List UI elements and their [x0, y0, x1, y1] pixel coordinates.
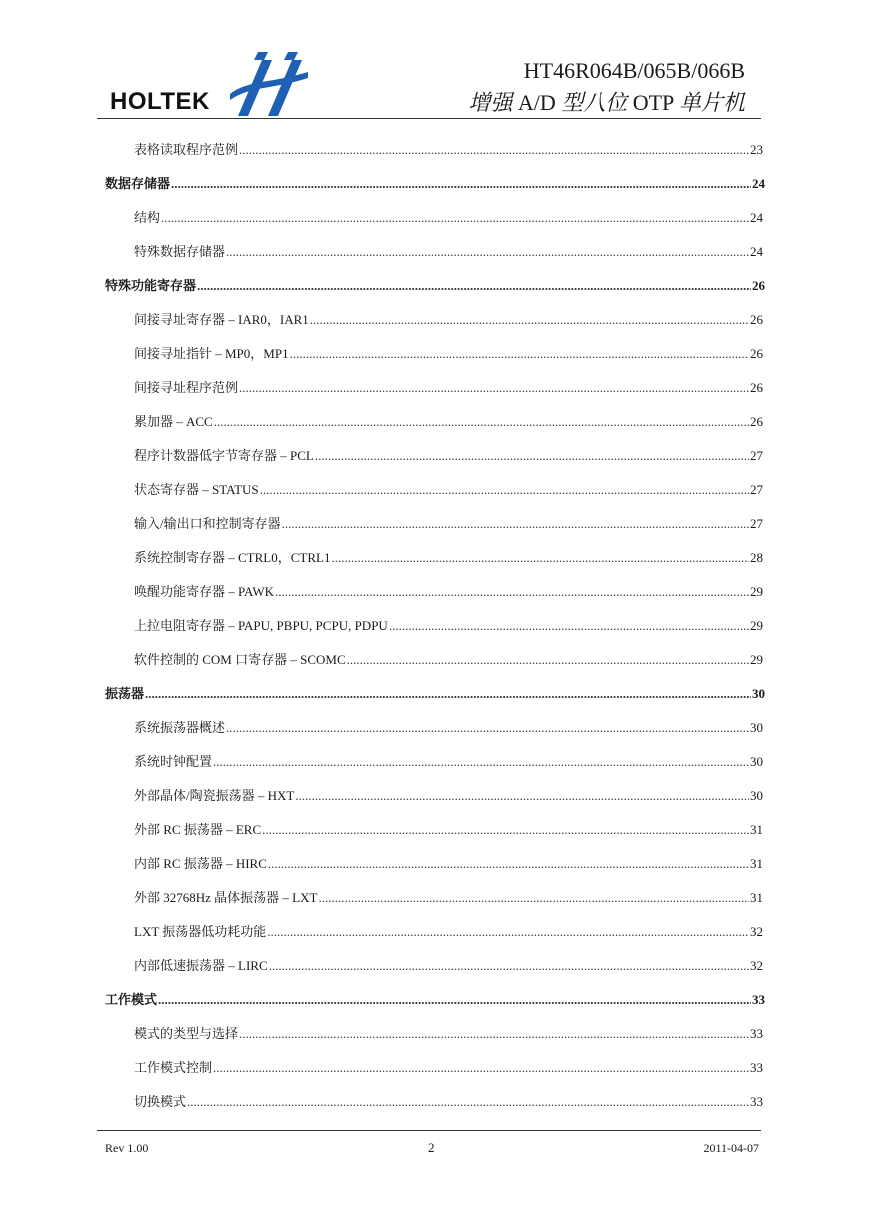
toc-dot-leader	[197, 278, 751, 294]
toc-dot-leader	[318, 890, 749, 906]
toc-dot-leader	[260, 482, 749, 498]
toc-dot-leader	[171, 176, 751, 192]
toc-section-entry[interactable]	[134, 414, 763, 430]
toc-dot-leader	[226, 720, 749, 736]
toc-dot-leader	[213, 1060, 749, 1076]
toc-section-entry[interactable]	[134, 482, 763, 498]
toc-entry-page: 30	[750, 720, 763, 735]
footer-page-number: 2	[428, 1140, 435, 1155]
toc-entry-title: 累加器 – ACC	[134, 414, 213, 429]
toc-section-entry[interactable]	[134, 550, 763, 566]
toc-dot-leader	[262, 822, 749, 838]
toc-section-entry[interactable]	[134, 890, 763, 906]
toc-dot-leader	[290, 346, 749, 362]
toc-entry-title: 外部 32768Hz 晶体振荡器 – LXT	[134, 890, 318, 905]
toc-entry-page: 27	[750, 482, 763, 497]
subtitle-ad: A/D	[512, 90, 562, 115]
toc-entry-page: 27	[750, 448, 763, 463]
toc-dot-leader	[161, 210, 749, 226]
toc-section-entry[interactable]	[134, 142, 763, 158]
toc-entry-page: 27	[750, 516, 763, 531]
toc-entry-page: 30	[750, 788, 763, 803]
toc-entry-page: 33	[750, 1060, 763, 1075]
toc-entry-page: 31	[750, 856, 763, 871]
toc-chapter-entry[interactable]	[105, 176, 765, 192]
toc-section-entry[interactable]	[134, 958, 763, 974]
footer-revision: Rev 1.00	[105, 1141, 149, 1155]
toc-dot-leader	[226, 244, 749, 260]
toc-entry-title: 数据存储器	[105, 176, 171, 191]
subtitle-mid: 型八位	[561, 90, 628, 115]
toc-section-entry[interactable]	[134, 720, 763, 736]
subtitle-prefix: 增强	[468, 90, 513, 115]
toc-entry-title: 系统控制寄存器 – CTRL0，CTRL1	[134, 550, 331, 565]
toc-entry-title: 切换模式	[134, 1094, 187, 1109]
toc-entry-title: 间接寻址程序范例	[134, 380, 239, 395]
toc-section-entry[interactable]	[134, 312, 763, 328]
toc-entry-page: 24	[750, 210, 763, 225]
toc-entry-page: 29	[750, 584, 763, 599]
toc-entry-page: 32	[750, 924, 763, 939]
toc-chapter-entry[interactable]	[105, 992, 765, 1008]
toc-chapter-entry[interactable]	[105, 278, 765, 294]
toc-entry-page: 30	[752, 686, 765, 701]
toc-entry-title: 外部晶体/陶瓷振荡器 – HXT	[134, 788, 295, 803]
toc-dot-leader	[347, 652, 749, 668]
toc-entry-page: 26	[750, 312, 763, 327]
toc-entry-page: 26	[750, 346, 763, 361]
toc-entry-title: 工作模式	[105, 992, 158, 1007]
toc-dot-leader	[268, 856, 749, 872]
toc-dot-leader	[187, 1094, 749, 1110]
toc-section-entry[interactable]	[134, 754, 763, 770]
toc-entry-page: 32	[750, 958, 763, 973]
toc-dot-leader	[315, 448, 749, 464]
toc-section-entry[interactable]	[134, 346, 763, 362]
logo-text: HOLTEK	[110, 88, 210, 115]
toc-entry-page: 26	[750, 380, 763, 395]
toc-section-entry[interactable]	[134, 516, 763, 532]
toc-entry-title: 输入/输出口和控制寄存器	[134, 516, 281, 531]
toc-entry-page: 30	[750, 754, 763, 769]
toc-section-entry[interactable]	[134, 1026, 763, 1042]
toc-entry-title: 上拉电阻寄存器 – PAPU, PBPU, PCPU, PDPU	[134, 618, 388, 633]
toc-dot-leader	[275, 584, 749, 600]
toc-entry-page: 26	[750, 414, 763, 429]
toc-section-entry[interactable]	[134, 1094, 763, 1110]
toc-dot-leader	[331, 550, 749, 566]
toc-entry-title: 状态寄存器 – STATUS	[134, 482, 259, 497]
toc-dot-leader	[213, 754, 749, 770]
toc-dot-leader	[158, 992, 751, 1008]
toc-entry-page: 24	[750, 244, 763, 259]
toc-dot-leader	[310, 312, 749, 328]
toc-entry-page: 33	[752, 992, 765, 1007]
toc-entry-title: 间接寻址指针 – MP0，MP1	[134, 346, 289, 361]
toc-section-entry[interactable]	[134, 244, 763, 260]
toc-entry-title: 系统振荡器概述	[134, 720, 226, 735]
toc-entry-title: 唤醒功能寄存器 – PAWK	[134, 584, 275, 599]
toc-section-entry[interactable]	[134, 380, 763, 396]
toc-entry-title: 特殊数据存储器	[134, 244, 226, 259]
footer-divider	[97, 1130, 761, 1131]
toc-section-entry[interactable]	[134, 448, 763, 464]
toc-entry-page: 24	[752, 176, 765, 191]
toc-entry-page: 23	[750, 142, 763, 157]
toc-section-entry[interactable]	[134, 822, 763, 838]
toc-entry-title: 内部低速振荡器 – LIRC	[134, 958, 268, 973]
toc-section-entry[interactable]	[134, 924, 763, 940]
toc-dot-leader	[239, 380, 749, 396]
toc-entry-page: 26	[752, 278, 765, 293]
toc-entry-title: 结构	[134, 210, 161, 225]
toc-entry-page: 33	[750, 1094, 763, 1109]
toc-entry-page: 29	[750, 618, 763, 633]
toc-entry-title: 表格读取程序范例	[134, 142, 239, 157]
toc-dot-leader	[145, 686, 751, 702]
toc-dot-leader	[239, 142, 749, 158]
toc-entry-title: LXT 振荡器低功耗功能	[134, 924, 267, 939]
toc-chapter-entry[interactable]	[105, 686, 765, 702]
toc-entry-title: 特殊功能寄存器	[105, 278, 197, 293]
toc-section-entry[interactable]	[134, 1060, 763, 1076]
toc-section-entry[interactable]	[134, 856, 763, 872]
toc-entry-page: 31	[750, 890, 763, 905]
toc-entry-page: 29	[750, 652, 763, 667]
toc-entry-title: 外部 RC 振荡器 – ERC	[134, 822, 262, 837]
toc-entry-title: 工作模式控制	[134, 1060, 213, 1075]
toc-section-entry[interactable]	[134, 788, 763, 804]
toc-entry-title: 模式的类型与选择	[134, 1026, 239, 1041]
toc-section-entry[interactable]	[134, 210, 763, 226]
toc-entry-title: 程序计数器低字节寄存器 – PCL	[134, 448, 314, 463]
toc-dot-leader	[267, 924, 749, 940]
subtitle-otp: OTP	[627, 90, 679, 115]
toc-dot-leader	[295, 788, 749, 804]
subtitle-suffix: 单片机	[678, 90, 745, 115]
toc-section-entry[interactable]	[134, 652, 763, 668]
toc-entry-title: 间接寻址寄存器 – IAR0，IAR1	[134, 312, 309, 327]
toc-dot-leader	[239, 1026, 749, 1042]
toc-dot-leader	[214, 414, 749, 430]
toc-section-entry[interactable]	[134, 618, 763, 634]
toc-dot-leader	[269, 958, 749, 974]
toc-entry-page: 31	[750, 822, 763, 837]
toc-entry-page: 33	[750, 1026, 763, 1041]
toc-dot-leader	[282, 516, 749, 532]
toc-entry-title: 系统时钟配置	[134, 754, 213, 769]
toc-dot-leader	[389, 618, 749, 634]
document-model: HT46R064B/065B/066B	[523, 58, 745, 83]
toc-entry-title: 内部 RC 振荡器 – HIRC	[134, 856, 267, 871]
toc-entry-title: 振荡器	[105, 686, 145, 701]
toc-entry-title: 软件控制的 COM 口寄存器 – SCOMC	[134, 652, 346, 667]
footer-date: 2011-04-07	[703, 1141, 759, 1155]
toc-entry-page: 28	[750, 550, 763, 565]
toc-section-entry[interactable]	[134, 584, 763, 600]
